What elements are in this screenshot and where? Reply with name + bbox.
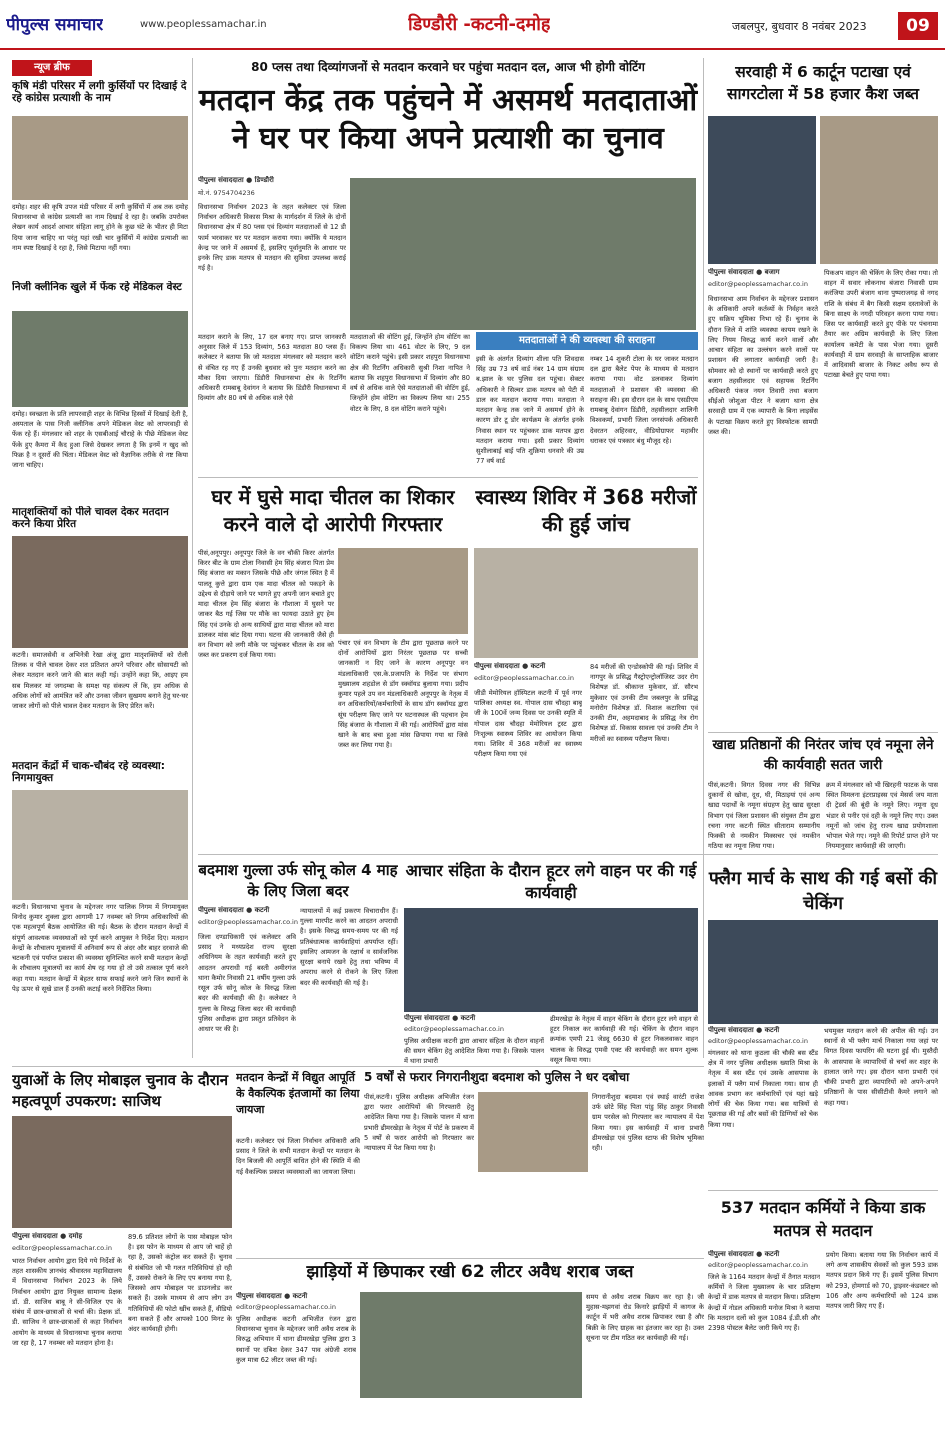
- seizure-photo-1: [708, 116, 816, 264]
- brief-text-3: कटनी। समाजसेवी व अभिनेत्री रेखा अंजू द्वारा मातृशक्तियों को रोली तिलक व पीले चावल देकर शत प्रतिशत अपने परिवार और सोसायटी को लेकर मतदान करने जाने की बात कही गई। उन्होंने कहा कि, आइए हम सब मिलकर मां जगदम्बा के समक्ष यह संकल्प लें कि, हम अधिक से अधिक लोगों को आमंत्रित करें और उनका जीवन सुखमय बनाने हेतु घर-घर जाकर लोगों को पीले चावल देकर मतदान के लिए प्रेरित करें।: [12, 651, 188, 711]
- section-title: डिण्डौरी -कटनी-दमोह: [408, 14, 551, 35]
- website-url[interactable]: www.peoplessamachar.in: [140, 19, 267, 30]
- health-camp-photo: [474, 548, 698, 658]
- chital-col-1: पीसं,अनूपपुर। अनूपपुर जिले के वन चौकी किरर अंतर्गत किरर बीट के ग्राम टोला निवासी हेम सिंह बंजारा पिता प्रेम सिंह बंजारा का मकान जिसके पीछे और जंगल स्थित है में पालतू कुत्ते द्वारा ग्राम एक मादा चीतल को पकड़ने के उद्देश्य से दौड़ाये जाने पर भागते हुए अपनी जान बचाते हुए मादा चीतल हेम सिंह बंजारा के गौशाला में घुसने पर जाकर बैठ गई जिस पर मौके का फायदा उठाते हुए हेम सिंह एवं उनके दो अन्य साथियों द्वारा मादा चीतल को मारा डालकर मांस बांट दिया गया। घटना की जानकारी जैसे ही वन विभाग को लगी मौके पर पहुंचकर चीतल के शव को जब्त कर प्रकरण दर्ज किया गया।: [198, 549, 334, 660]
- liquor-photo: [360, 1292, 582, 1398]
- brief-headline-3: मातृशक्तियों को पीले चावल देकर मतदान करने किया प्रेरित: [12, 506, 169, 531]
- postal-ballot-email[interactable]: editor@peoplessamachar.co.in: [708, 1261, 808, 1269]
- lead-col-2: मतदान कराने के लिए, 17 दल बनाए गए। प्राप्त जानकारी अनुसार जिले में 153 दिव्यांग, 563 मतदाता 80 प्लस हैं। कलेक्टर ने बताया कि जो मतदाता मंगलवार को मतदान करने से वंचित रह गए हैं उनकी बुधवार को पुनः मतदान करने का मौका दिया जाएगा। डिंडौरी विधानसभा क्षेत्र के रिटर्निंग अधिकारी रामबाबू देवांगन ने बताया कि डिंडौरी विधानसभा में दिव्यांग और 80 वर्ष से अधिक वाले ऐसे: [198, 333, 346, 403]
- gulla-email[interactable]: editor@peoplessamachar.co.in: [198, 918, 298, 926]
- brief-text-1: दमोह। शहर की कृषि उपज मंडी परिसर में लगी कुर्सियों में अब तक दमोह विधानसभा से कांग्रेस प्रत्याशी का नाम दिखाई दे रहा है। जबकि उपरोक्त लेखन कार्य आदर्श आचार संहिता लागू होने के कुछ घंटे के भीतर ही मिटा दिया जाना चाहिए था परंतु यहां रखी चार कुर्सियों में कांग्रेस प्रत्याशी का नाम स्पष्ट दिखाई दे रहा है, जिसे मिटाया नहीं गया।: [12, 203, 188, 252]
- seizure-byline: पीपुल्स संवाददाता ● बजाग: [708, 268, 780, 276]
- absconder-headline: 5 वर्षों से फरार निगरानीशुदा बदमाश को पुलिस ने धर दबोचा: [364, 1070, 630, 1084]
- health-camp-col-1: जीडी मेमोरियल हॉस्पिटल कटनी में पूर्व नगर पालिका अध्यक्ष स्व. गोपाल दास चौदहा बाबू जी के 100वें जन्म दिवस पर उनकी स्मृति में गोपाल दास चौदहा मेमोरियल ट्रस्ट द्वारा निःशुल्क स्वास्थ्य शिविर का आयोजन किया गया। शिविर में 368 मरीजों का स्वास्थ्य परीक्षण किया गया एवं: [474, 689, 582, 759]
- seizure-col-2: पिकअप वाहन की चेकिंग के लिए रोका गया। तो वाहन में सवार लोकनाथ बंजारा निवासी ग्राम करंजिया उपरी बंजाग थाना पुष्पराजगढ़ से नगद राशि के संबंध में बैग किसी सक्षम दस्तावेजों के बिना साक्ष्य के नगदी परिवहन करना पाया गया। जिस पर कार्यवाही करते हुए पीके पर पंचनामा तैयार कर अग्रिम कार्यवाही के लिए जिला कार्यालय कमेटी के पास भेजा गया। दूसरी कार्यवाही में ग्राम सरवाही के साप्ताहिक बाजार में आदिवासी बाजार के निकट अवैध रूप से पटाखा बेचते हुए पाया गया।: [824, 269, 938, 380]
- liquor-headline: झाड़ियों में छिपाकर रखी 62 लीटर अवैध शराब जब्त: [306, 1262, 634, 1282]
- brief-headline-1: कृषि मंडी परिसर में लगी कुर्सियों पर दिखाई दे रहे कांग्रेस प्रत्याशी के नाम: [12, 80, 187, 105]
- gulla-headline: बदमाश गुल्ला उर्फ सोनू कोल 4 माह के लिए जिला बदर: [198, 861, 398, 900]
- page-number: 09: [898, 12, 938, 40]
- gulla-col-2: न्यायालयों में कई प्रकरण विचाराधीन हैं। गुल्ला मारपीट करने का आदतन अपराधी है। इसके विरुद्ध समय-समय पर की गई प्रतिबंधात्मक कार्यवाहियां अपर्याप्त रहीं। इसलिए आमजन के रक्षार्थ व सार्वजनिक सुरक्षा बनाये रखने हेतु तथा भविष्य में अपराध करने से रोकने के लिए जिला बदर की कार्यवाही की गई है।: [300, 907, 398, 987]
- hooter-col-1: पुलिस अधीक्षक कटनी द्वारा आचार संहिता के दौरान वाहनों की सघन चेकिंग हेतु आदेशित किया गया है। जिसके पालन में थाना प्रभारी: [404, 1037, 544, 1066]
- column-divider: [192, 58, 193, 1058]
- seizure-col-1: विधानसभा आम निर्वाचन के मद्देनजर प्रशासन के अधिकारी अपने कर्तव्यों के निर्वहन करते हुए सक्रिय भूमिका निभा रहे हैं। चुनाव के दौरान जिले में शांति व्यवस्था कायम रखने के लिए नियम विरुद्ध कार्य करने वालों और आचार संहिता का उल्लंघन करने वालों पर प्रशासन की लगातार कार्यवाही जारी है। सोमवार को दो स्थानों पर कार्यवाही करते हुए बजाग तहसीलदार एवं सहायक रिटर्निंग अधिकारी पंकज नयन तिवारी तथा बजाग सीईओ जोशुआ पीटर ने बजाग थाना क्षेत्र सरवाही ग्राम में एक व्यापारी के बिना लाइसेंस के पटाखा विक्रय करते हुए विस्फोटक सामग्री जब्त की।: [708, 295, 818, 436]
- gulla-col-1: जिला दण्डाधिकारी एवं कलेक्टर अवि प्रसाद ने मध्यप्रदेश राज्य सुरक्षा अधिनियम के तहत कार्यवाही करते हुए आदतन अपराधी गई बस्ती अमीरगंज थाना कैमोर निवासी 21 वर्षीय गुल्ला उर्फ रसूल उर्फ सोनू कोल के विरुद्ध जिला बदर की कार्यवाही की है। कलेक्टर ने गुल्ला के विरुद्ध जिला बदर की कार्यवाही पुलिस अधीक्षक द्वारा प्रस्तुत प्रतिवेदन के आधार पर की है।: [198, 933, 296, 1033]
- absconder-col-2: निगरानीशुदा बदमाश एवं स्थाई वारंटी राजेश उर्फ छोटे सिंह पिता पांडु सिंह ठाकुर निवासी ग्राम परसेल को गिरफ्तार कर न्यायालय में पेश किया गया। इस कार्यवाही में थाना प्रभारी ढीमरखेड़ा एवं पुलिस स्टाफ की विशेष भूमिका रही।: [592, 1093, 704, 1153]
- youth-col-2: 89.6 प्रतिशत लोगों के पास मोबाइल फोन है। इस फोन के माध्यम से आप जो चाहें हो रहा है, उसको कंट्रोल कर सकते हैं। चुनाव से संबंधित जो भी गलत गतिविधियां हो रही हैं, उसको रोकने के लिए एप बनाया गया है, जिसको आप मोबाइल पर डाउनलोड कर सकते हैं। उसके माध्यम से आप लोग उन गतिविधियों की फोटो खींच सकते हैं, वीडियो बना सकते हैं और आपको 100 मिनट के अंदर कार्यवाही होगी।: [128, 1233, 232, 1333]
- brief-photo-4: [12, 790, 188, 900]
- voters-praise-box-title: मतदाताओं ने की व्यवस्था की सराहना: [476, 332, 698, 350]
- issue-date: जबलपुर, बुधवार 8 नवंबर 2023: [732, 20, 867, 33]
- postal-ballot-col-1: जिले के 1164 मतदान केन्द्रों में तैनात मतदान कर्मियों ने जिला मुख्यालय के चार प्रशिक्षण केन्द्रों में डाक मतपत्र से मतदान किया। प्रशिक्षण केन्द्रों में नोडल अधिकारी मनोज मिश्रा ने बताया कि मतदान दलों को कुल 1084 ई.डी.सी और 2398 पोस्टल बैलेट जारी किये गए हैं।: [708, 1273, 820, 1333]
- health-camp-headline: स्वास्थ्य शिविर में 368 मरीजों की हुई जांच: [475, 485, 697, 536]
- lead-photo: [350, 178, 696, 330]
- chital-headline: घर में घुसे मादा चीतल का शिकार करने वाले दो आरोपी गिरफ्तार: [211, 485, 455, 536]
- news-brief-tag: न्यूज ब्रीफ: [12, 60, 92, 76]
- lead-col-3: मतदाताओं की वोटिंग हुई, जिन्होंने होम वोटिंग का विकल्प लिया था। 461 वोटर के लिए, 9 दल वोटिंग कराने पहुंचे। इसी प्रकार शहपुरा विधानसभा क्षेत्र की रिटर्निंग अधिकारी सुश्री निशा नापित ने बताया कि शहपुरा विधानसभा में दिव्यांग और 80 वर्ष से अधिक वाले ऐसे मतदाताओं की वोटिंग हुई, जिन्होंने होम वोटिंग का विकल्प लिया था। 255 वोटर के लिए, 8 दल वोटिंग कराने पहुंचे।: [350, 333, 470, 413]
- section-divider: [708, 732, 938, 733]
- section-divider: [198, 477, 698, 478]
- voters-praise-box-col-1: इसी के अंतर्गत दिव्यांग शीला पति शिवदास सिंह उम्र 73 वर्ष वार्ड नंबर 14 ग्राम संग्राम ब.झाल के घर पुलिस दल पहुंचा। सेक्टर अधिकारी ने सिल्वर डाक मतपत्र को पेटी में डाल कर मतदान कराया गया। मतदाता ने मतदान केन्द्र तक जाने में असमर्थ होने के कारण डोर टू डोर कार्यक्रम के अंतर्गत इनके निवास स्थान पर पहुंचकर डाक मतपत्र द्वारा मतदान कराया गया। इसी प्रकार दिव्यांग सुशीलाबाई बाई पति शुक्रिया धनवारे की उम्र 77 वर्ष वार्ड: [476, 355, 584, 466]
- youth-photo: [12, 1116, 232, 1228]
- lead-headline: मतदान केंद्र तक पहुंचने में असमर्थ मतदाताओं ने घर पर किया अपने प्रत्याशी का चुनाव: [198, 83, 698, 157]
- postal-ballot-col-2: प्रयोग किया। बताया गया कि निर्वाचन कार्य में लगे अन्य शासकीय सेवकों को कुल 593 डाक मतपत्र प्रदान किये गए हैं। इसमें पुलिस विभाग को 293, होमगार्ड को 70, ड्राइवर-कंडक्टर को 106 और अन्य कर्मचारियों को 124 डाक मतपत्र जारी किए गए हैं।: [826, 1251, 938, 1311]
- brief-photo-1: [12, 116, 188, 200]
- youth-email[interactable]: editor@peoplessamachar.co.in: [12, 1244, 112, 1252]
- brief-photo-2: [12, 311, 188, 407]
- food-inspection-col-2: क्रम में मंगलवार को भी खिरहनी फाटक के पास स्थित विमलना इंटरप्राइस्स एवं मेसर्स जय माता दी ट्रेडर्स की बूंदी के नमूने लिए। नमूना दूध भंडार से पनीर एवं दही के नमूने लिए गए। उक्त नमूनों को जांच हेतु राज्य खाद्य प्रयोगशाला भोपाल भेजे गए। नमूने की रिपोर्ट प्राप्त होने पर नियमानुसार कार्यवाही की जाएगी।: [826, 781, 938, 851]
- flag-march-photo: [708, 920, 938, 1024]
- food-inspection-col-1: पीसं,कटनी। विगत दिवस नगर की विभिन्न दुकानों से खोवा, दूध, घी, मिठाइयां एवं अन्य खाद्य पदार्थों के नमूना संग्रहण हेतु खाद्य सुरक्षा विभाग एवं जिला प्रशासन की संयुक्त टीम द्वारा रचना नगर कटनी स्थित सीताराम सम्मानीय फिक्की से नमकीन मिक्सचर एवं नमकीन गठिया का नमूना लिया गया।: [708, 781, 820, 851]
- absconder-photo: [478, 1092, 588, 1172]
- liquor-email[interactable]: editor@peoplessamachar.co.in: [236, 1303, 336, 1311]
- brief-photo-3: [12, 536, 188, 648]
- power-text: कटनी। कलेक्टर एवं जिला निर्वाचन अधिकारी अवि प्रसाद ने जिले के सभी मतदान केन्द्रों पर मतदान के दिन बिजली की आपूर्ति बाधित होने की स्थिति में की गई वैकल्पिक प्रकाश व्यवस्थाओं का जायजा लिया।: [236, 1137, 360, 1176]
- brief-text-2: दमोह। स्वच्छता के प्रति लापरवाही शहर के विभिन्न हिस्सों में दिखाई देती है, अस्पताल के पास निजी क्लीनिक अपने मेडिकल वेस्ट को लापरवाही से फेंक रहे हैं। मंगलवार को शहर के एसबीआई चौराहे के पीछे मेडिकल वेस्ट फेंके हुए कैमरा में कैद हुआ जिसे देखकर लगता है कि इनमें न खुद को फिक्र है न दूसरों की चिंता। मेडिकल वेस्ट को वैज्ञानिक तरीके से नष्ट किया जाना चाहिए।: [12, 410, 188, 470]
- lead-mobile: मो.नं. 9754704236: [198, 189, 255, 197]
- seizure-headline: सरवाही में 6 कार्टून पटाखा एवं सागरटोला में 58 हजार कैश जब्त: [727, 63, 919, 103]
- youth-col-1: भारत निर्वाचन आयोग द्वारा दिये गये निर्देशों के तहत शासकीय ज्ञानचंद श्रीवास्तव महाविद्यालय में विधानसभा निर्वाचन 2023 के लिये निर्वाचन आयोग द्वारा नियुक्त सामान्य प्रेक्षक डॉ. डी. साजिथ बाबू ने सी-विजिल एप के संबंध में छात्र-छात्राओं से चर्चा की। प्रेक्षक डॉ. डी. साजिथ ने छात्र-छात्राओं से कहा निर्वाचन आयोग के माध्यम से विधानसभा चुनाव कराया जा रहा है, 17 नवम्बर को मतदान होना है।: [12, 1257, 122, 1347]
- hooter-col-2: ढीमरखेड़ा के नेतृत्व में वाहन चेकिंग के दौरान हूटर लगे वाहन से हूटर निकाल कर कार्यवाही की गई। चेकिंग के दौरान वाहन क्रमांक एमपी 21 जेड्यू 6630 से हूटर निकलवाकर वाहन चालक के विरुद्ध एमवी एक्ट की कार्यवाही कर समन शुल्क वसूल किया गया।: [550, 1015, 698, 1064]
- health-camp-byline: पीपुल्स संवाददाता ● कटनी: [474, 662, 546, 670]
- masthead: [0, 0, 945, 50]
- flag-march-col-1: मंगलवार को थाना कुठला की चौकी बस स्टैंड क्षेत्र में नगर पुलिस अधीक्षक ख्याति मिश्रा के नेतृत्व में बस स्टैंड एवं उसके आसपास के इलाकों में फ्लैग मार्च निकाला गया। साथ ही आवक प्रभाग कर कर्मचारियों एवं यहां खड़े लोगों की चेक किया गया। बस यात्रियों से पूछताछ की गई और बसों की डिग्गियों को चेक किया गया।: [708, 1049, 818, 1129]
- postal-ballot-byline: पीपुल्स संवाददाता ● कटनी: [708, 1250, 780, 1258]
- health-camp-col-2: 84 मरीजों की एन्डोस्कोपी की गई। शिविर में नागपुर के प्रसिद्ध गैस्ट्रोएन्ट्रोलॉजिस्ट उदर रोग विशेषज्ञ डॉ. श्रीकान्त मुकेवार, डॉ. सौरभ मुकेवार एवं उनकी टीम जबलपुर के प्रसिद्ध मनोरोग विशेषज्ञ डॉ. विशाल कटारिया एवं उनकी टीम, अहमदाबाद के प्रसिद्ध नेत्र रोग विशेषज्ञ डॉ. विकास सावला एवं उनकी टीम ने मरीजों का स्वास्थ्य परीक्षण किया।: [590, 663, 698, 743]
- chital-photo: [338, 548, 468, 634]
- health-camp-email[interactable]: editor@peoplessamachar.co.in: [474, 674, 574, 682]
- seizure-email[interactable]: editor@peoplessamachar.co.in: [708, 280, 808, 288]
- brief-headline-4: मतदान केंद्रों में चाक-चौबंद रहे व्यवस्था: निगमायुक्त: [12, 760, 165, 785]
- section-divider: [708, 1190, 938, 1191]
- brief-headline-2: निजी क्लीनिक खुले में फेंक रहे मेडिकल वेस्ट: [12, 281, 182, 293]
- hooter-byline: पीपुल्स संवाददाता ● कटनी: [404, 1014, 476, 1022]
- seizure-photo-2: [820, 116, 938, 264]
- lead-kicker: 80 प्लस तथा दिव्यांगजनों से मतदान करवाने घर पहुंचा मतदान दल, आज भी होगी वोटिंग: [251, 60, 645, 74]
- power-headline: मतदान केन्द्रों में विद्युत आपूर्ति के वैकल्पिक इंतजामों का लिया जायजा: [236, 1071, 360, 1116]
- section-divider: [236, 1258, 704, 1259]
- voters-praise-box-col-2: नम्बर 14 शुकरी टोला के घर जाकर मतदान दल द्वारा बैलेट पेपर के माध्यम से मतदान कराया गया। वोट डलवाकर दिव्यांग मतदाताओं ने प्रशासन की व्यवस्था की सराहना की। इस दौरान दल के साथ एसडीएम रामबाबू देवांगन डिंडौरी, तहसीलदार शालिनी विश्वकर्मा, प्रभारी जिला जनसंपर्क अधिकारी देवरतन अहिरवार, वीडियोग्राफर महावीर धराकर एवं पत्रकार बंधु मौजूद रहे।: [590, 355, 698, 445]
- section-divider: [198, 854, 938, 855]
- chital-col-2: पंचार एवं वन विभाग के टीम द्वारा पूछताछ करने पर दोनों आरोपियों द्वारा निरंतर पूछताछ पर सच्ची जानकारी न दिए जाने के कारण अनूपपुर वन मंडलाधिकारी एस.के.प्रजापति के निर्देश पर संभाग मुख्यालय शहडोल से डॉग स्क्वॉयड बुलाया गया। प्रदीप कुमार पहले उप वन मंडलाधिकारी अनूपपुर के नेतृत्व में वन अधिकारियों/कर्मचारियों के साथ डॉग स्क्वॉयड द्वारा सूंघ परीक्षण किए जाने पर घटनास्थल की पहचान हेम सिंह बंजारा के गौशाला में की गई। आरोपियों द्वारा मांस खाने के बाद बचा हुआ मांस छिपाया गया था जिसे जब्त कर लिया गया है।: [338, 639, 468, 750]
- postal-ballot-headline: 537 मतदान कर्मियों ने किया डाक मतपत्र से मतदान: [720, 1198, 926, 1241]
- liquor-col-2: समय से अवैध शराब विक्रय कर रहा है। जी मुहास-मझगवां रोड किनारे झाड़ियों में कागज के कार्टून में भरी अवैध शराब छिपाकर रखा है और बिक्री के लिए ग्राहक का इंतजार कर रहा है। उक्त सूचना पर टीम गठित कर कार्यवाही की गई।: [586, 1293, 704, 1342]
- absconder-col-1: पीसं,कटनी। पुलिस अधीक्षक अभिजीत रंजन द्वारा फरार आरोपियों की गिरफ्तारी हेतु आदेशित किया गया है। जिसके पालन में थाना प्रभारी ढीमरखेड़ा के नेतृत्व में पोर्ट के प्रकरण में 5 वर्षों से फरार आरोपी को गिरफ्तार कर न्यायालय में पेश किया गया है।: [364, 1093, 474, 1153]
- liquor-col-1: पुलिस अधीक्षक कटनी अभिजीत रंजन द्वारा विधानसभा चुनाव के मद्देनजर जारी अवैध शराब के विरुद्ध अभियान में थाना ढीमरखेड़ा पुलिस द्वारा 3 स्थानों पर दबिश देकर 347 पाव अंग्रेजी शराब कुल मात्रा 62 लीटर जब्त की गई।: [236, 1315, 356, 1364]
- food-inspection-headline: खाद्य प्रतिष्ठानों की निरंतर जांच एवं नमूना लेने की कार्यवाही सतत जारी: [712, 737, 934, 773]
- flag-march-email[interactable]: editor@peoplessamachar.co.in: [708, 1037, 808, 1045]
- section-divider: [12, 1066, 704, 1067]
- lead-byline: पीपुल्स संवाददाता ● डिण्डौरी: [198, 176, 274, 184]
- brief-text-4: कटनी। विधानसभा चुनाव के मद्देनजर नगर पालिक निगम में निगमायुक्त विनोद कुमार शुक्ला द्वारा आगामी 17 नवम्बर को निगम अधिकारियों की एक महत्वपूर्ण बैठक आयोजित की गई। बैठक के दौरान मतदान केन्द्रों में संपूर्ण आवश्यक व्यवस्थाओं को पूर्ण करने आयुक्त ने निर्देश दिए। मतदान केन्द्रों के शौचालय मूत्रालयों में अनिवार्य रूप से अंदर और बाहर दरवाजे की चटकनी एवं पर्याप्त प्रकाश की व्यवस्था सुनिश्चित करने सभी मतदान केन्द्रों के शौचालय मूत्रालयों का कार्य शेष रह गया हो तो उसे तत्काल पूर्ण करने कहा गया। मतदान केन्द्रों में बेहतर साफ सफाई करने जाने जिन स्थानों के पेड़ ऊपर से सूखे डाल हैं उनकी कटाई करने निर्देशित किया।: [12, 903, 188, 993]
- lead-col-1: विधानसभा निर्वाचन 2023 के तहत कलेक्टर एवं जिला निर्वाचन अधिकारी विकास मिश्रा के मार्गदर्शन में जिले के दोनों विधानसभा क्षेत्र में 80 प्लस एवं दिव्यांग मतदाताओं से 12 डी फार्म भरवाकर घर पर मतदान कराया गया। क्योंकि ये मतदान केन्द्र पर जाने में असमर्थ हैं, इसलिए पूर्वानुमति के आधार पर इनके लिए डाक मतपत्र से मतदान की सुविधा उपलब्ध कराई गई है।: [198, 203, 346, 273]
- youth-byline: पीपुल्स संवाददाता ● दमोह: [12, 1232, 83, 1240]
- newspaper-logo: पीपुल्स समाचार: [6, 15, 104, 35]
- flag-march-col-2: भयमुक्त मतदान करने की अपील की गई। उन स्थानों से भी फ्लैग मार्च निकाला गया जहां पर विगत दिवस फायरिंग की घटना हुई थी। मुस्तैदी के आसपास के व्यापारियों से चर्चा कर शहर के हालात जाने गए। इस दौरान थाना प्रभारी एवं चौकी प्रभारी द्वारा व्यापारियों को अपने-अपने प्रतिष्ठानों के पास सीसीटीवी कैमरे लगाने को कहा गया।: [824, 1027, 938, 1107]
- youth-headline: युवाओं के लिए मोबाइल चुनाव के दौरान महत्वपूर्ण उपकरण: साजिथ: [12, 1071, 229, 1110]
- hooter-email[interactable]: editor@peoplessamachar.co.in: [404, 1025, 504, 1033]
- hooter-photo: [404, 908, 698, 1012]
- flag-march-byline: पीपुल्स संवाददाता ● कटनी: [708, 1026, 780, 1034]
- gulla-byline: पीपुल्स संवाददाता ● कटनी: [198, 906, 270, 914]
- flag-march-headline: फ्लैग मार्च के साथ की गई बसों की चेकिंग: [708, 868, 938, 915]
- column-divider: [703, 58, 704, 1058]
- liquor-byline: पीपुल्स संवाददाता ● कटनी: [236, 1292, 308, 1300]
- hooter-headline: आचार संहिता के दौरान हूटर लगे वाहन पर की गई कार्यवाही: [405, 861, 697, 903]
